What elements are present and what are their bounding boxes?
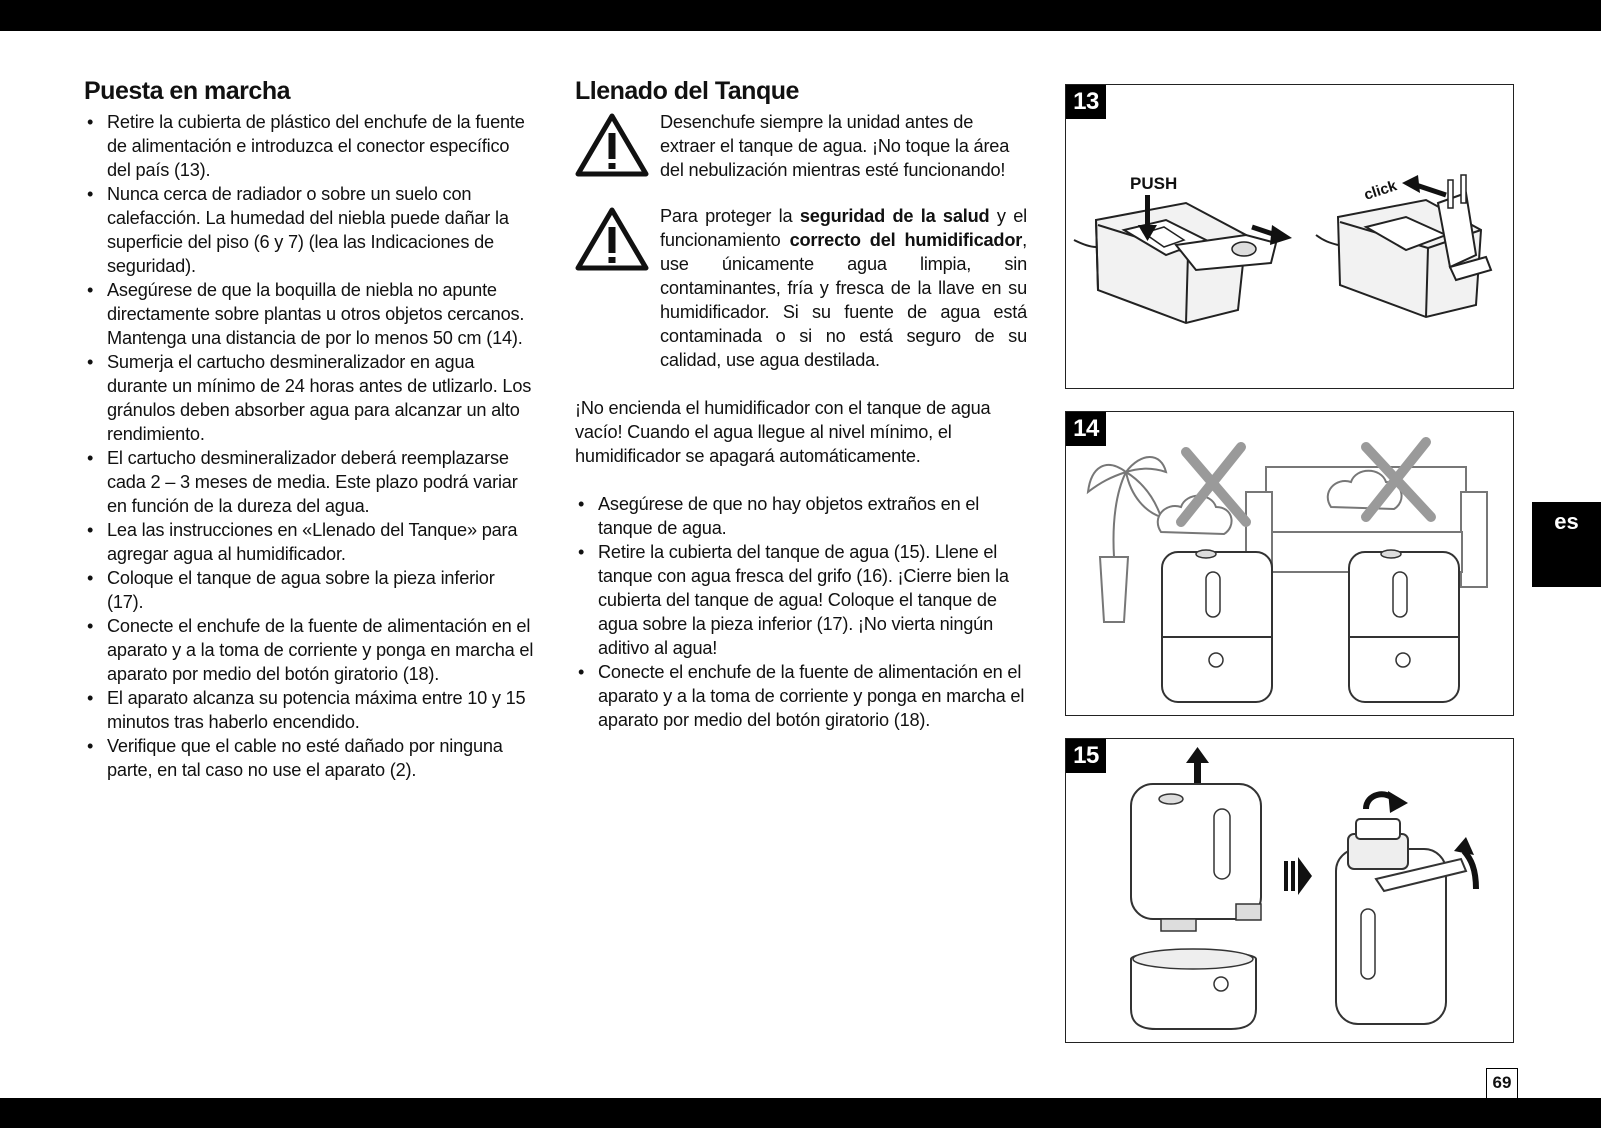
- figure-number: 13: [1066, 85, 1106, 119]
- figure-number: 15: [1066, 739, 1106, 773]
- empty-tank-note: ¡No encienda el humidificador con el tanque de agua vacío! Cuando el agua llegue al nivel mínimo, el humidificador se apagará automáticamente.: [575, 398, 991, 466]
- list-item: • El aparato alcanza su potencia máxima entre 10 y 15 minutos tras haberlo encendido.: [84, 686, 534, 734]
- page-number: 69: [1486, 1068, 1518, 1098]
- llenado-list: [575, 492, 1027, 732]
- list-item: • Retire la cubierta del tanque de agua (15). Llene el tanque con agua fresca del grifo (16). ¡Cierre bien la cubierta del tanque de agua! Coloque el tanque de agua sobre la pieza inferior (17). ¡No vierta ningún aditivo al agua!: [575, 540, 1027, 660]
- figure-number: 14: [1066, 412, 1106, 446]
- bottom-bar: [0, 1098, 1601, 1128]
- warning-text-part: Para proteger la: [660, 206, 800, 226]
- list-item: • Asegúrese de que la boquilla de niebla no apunte directamente sobre plantas u otros objetos cercanos. Mantenga una distancia de por lo menos 50 cm (14).: [84, 278, 534, 350]
- section-heading-llenado-del-tanque: Llenado del Tanque: [575, 77, 799, 105]
- adapter-illustration: [1066, 85, 1515, 390]
- warning-unplug: [575, 110, 1027, 182]
- list-item: • Coloque el tanque de agua sobre la pieza inferior (17).: [84, 566, 534, 614]
- puesta-en-marcha-list: [84, 110, 534, 782]
- click-label: click: [1361, 177, 1399, 204]
- warning-triangle-icon: [575, 113, 649, 177]
- list-item: • Nunca cerca de radiador o sobre un suelo con calefacción. La humedad del niebla puede dañar la superficie del piso (6 y 7) (lea las Indicaciones de seguridad).: [84, 182, 534, 278]
- push-label: PUSH: [1130, 174, 1178, 193]
- warning-bold-function: correcto del humidificador: [789, 230, 1023, 250]
- list-item: • Verifique que el cable no esté dañado por ninguna parte, en tal caso no use el aparato (2).: [84, 734, 534, 782]
- warning-text-part: y el funcionamiento: [660, 206, 1027, 250]
- warning-bold-health: seguridad de la salud: [799, 206, 990, 226]
- figure-13-adapter: [1065, 84, 1514, 389]
- list-item: • Asegúrese de que no hay objetos extraños en el tanque de agua.: [575, 492, 1027, 540]
- warning-triangle-icon: [575, 207, 649, 271]
- language-tab: es: [1532, 502, 1601, 587]
- figure-14-distance: [1065, 411, 1514, 716]
- middle-column: [575, 76, 1027, 732]
- list-item: • El cartucho desmineralizador deberá reemplazarse cada 2 – 3 meses de media. Este plazo podrá variar en función de la dureza del agua.: [84, 446, 534, 518]
- top-bar: [0, 0, 1601, 31]
- distance-illustration: [1066, 412, 1515, 717]
- figure-15-remove-tank: [1065, 738, 1514, 1043]
- left-column: [84, 76, 534, 782]
- tank-removal-illustration: [1066, 739, 1515, 1044]
- warning-water-quality: [575, 204, 1027, 372]
- warning-text-part: , use únicamente agua limpia, sin contaminantes, fría y fresca de la llave en su humidificador. Si su fuente de agua está contaminada o si no está seguro de su calidad, use agua destilada.: [660, 230, 1027, 370]
- list-item: • Lea las instrucciones en «Llenado del Tanque» para agregar agua al humidificador.: [84, 518, 534, 566]
- list-item: • Conecte el enchufe de la fuente de alimentación en el aparato y a la toma de corriente y ponga en marcha el aparato por medio del botón giratorio (18).: [84, 614, 534, 686]
- list-item: • Retire la cubierta de plástico del enchufe de la fuente de alimentación e introduzca el conector específico del país (13).: [84, 110, 534, 182]
- section-heading-puesta-en-marcha: Puesta en marcha: [84, 77, 290, 105]
- list-item: • Sumerja el cartucho desmineralizador en agua durante un mínimo de 24 horas antes de utlizarlo. Los gránulos deben absorber agua para alcanzar un alto rendimiento.: [84, 350, 534, 446]
- list-item: • Conecte el enchufe de la fuente de alimentación en el aparato y a la toma de corriente y ponga en marcha el aparato por medio del botón giratorio (18).: [575, 660, 1027, 732]
- warning-unplug-text: Desenchufe siempre la unidad antes de extraer el tanque de agua. ¡No toque la área del nebulización mientras esté funcionando!: [660, 112, 1010, 180]
